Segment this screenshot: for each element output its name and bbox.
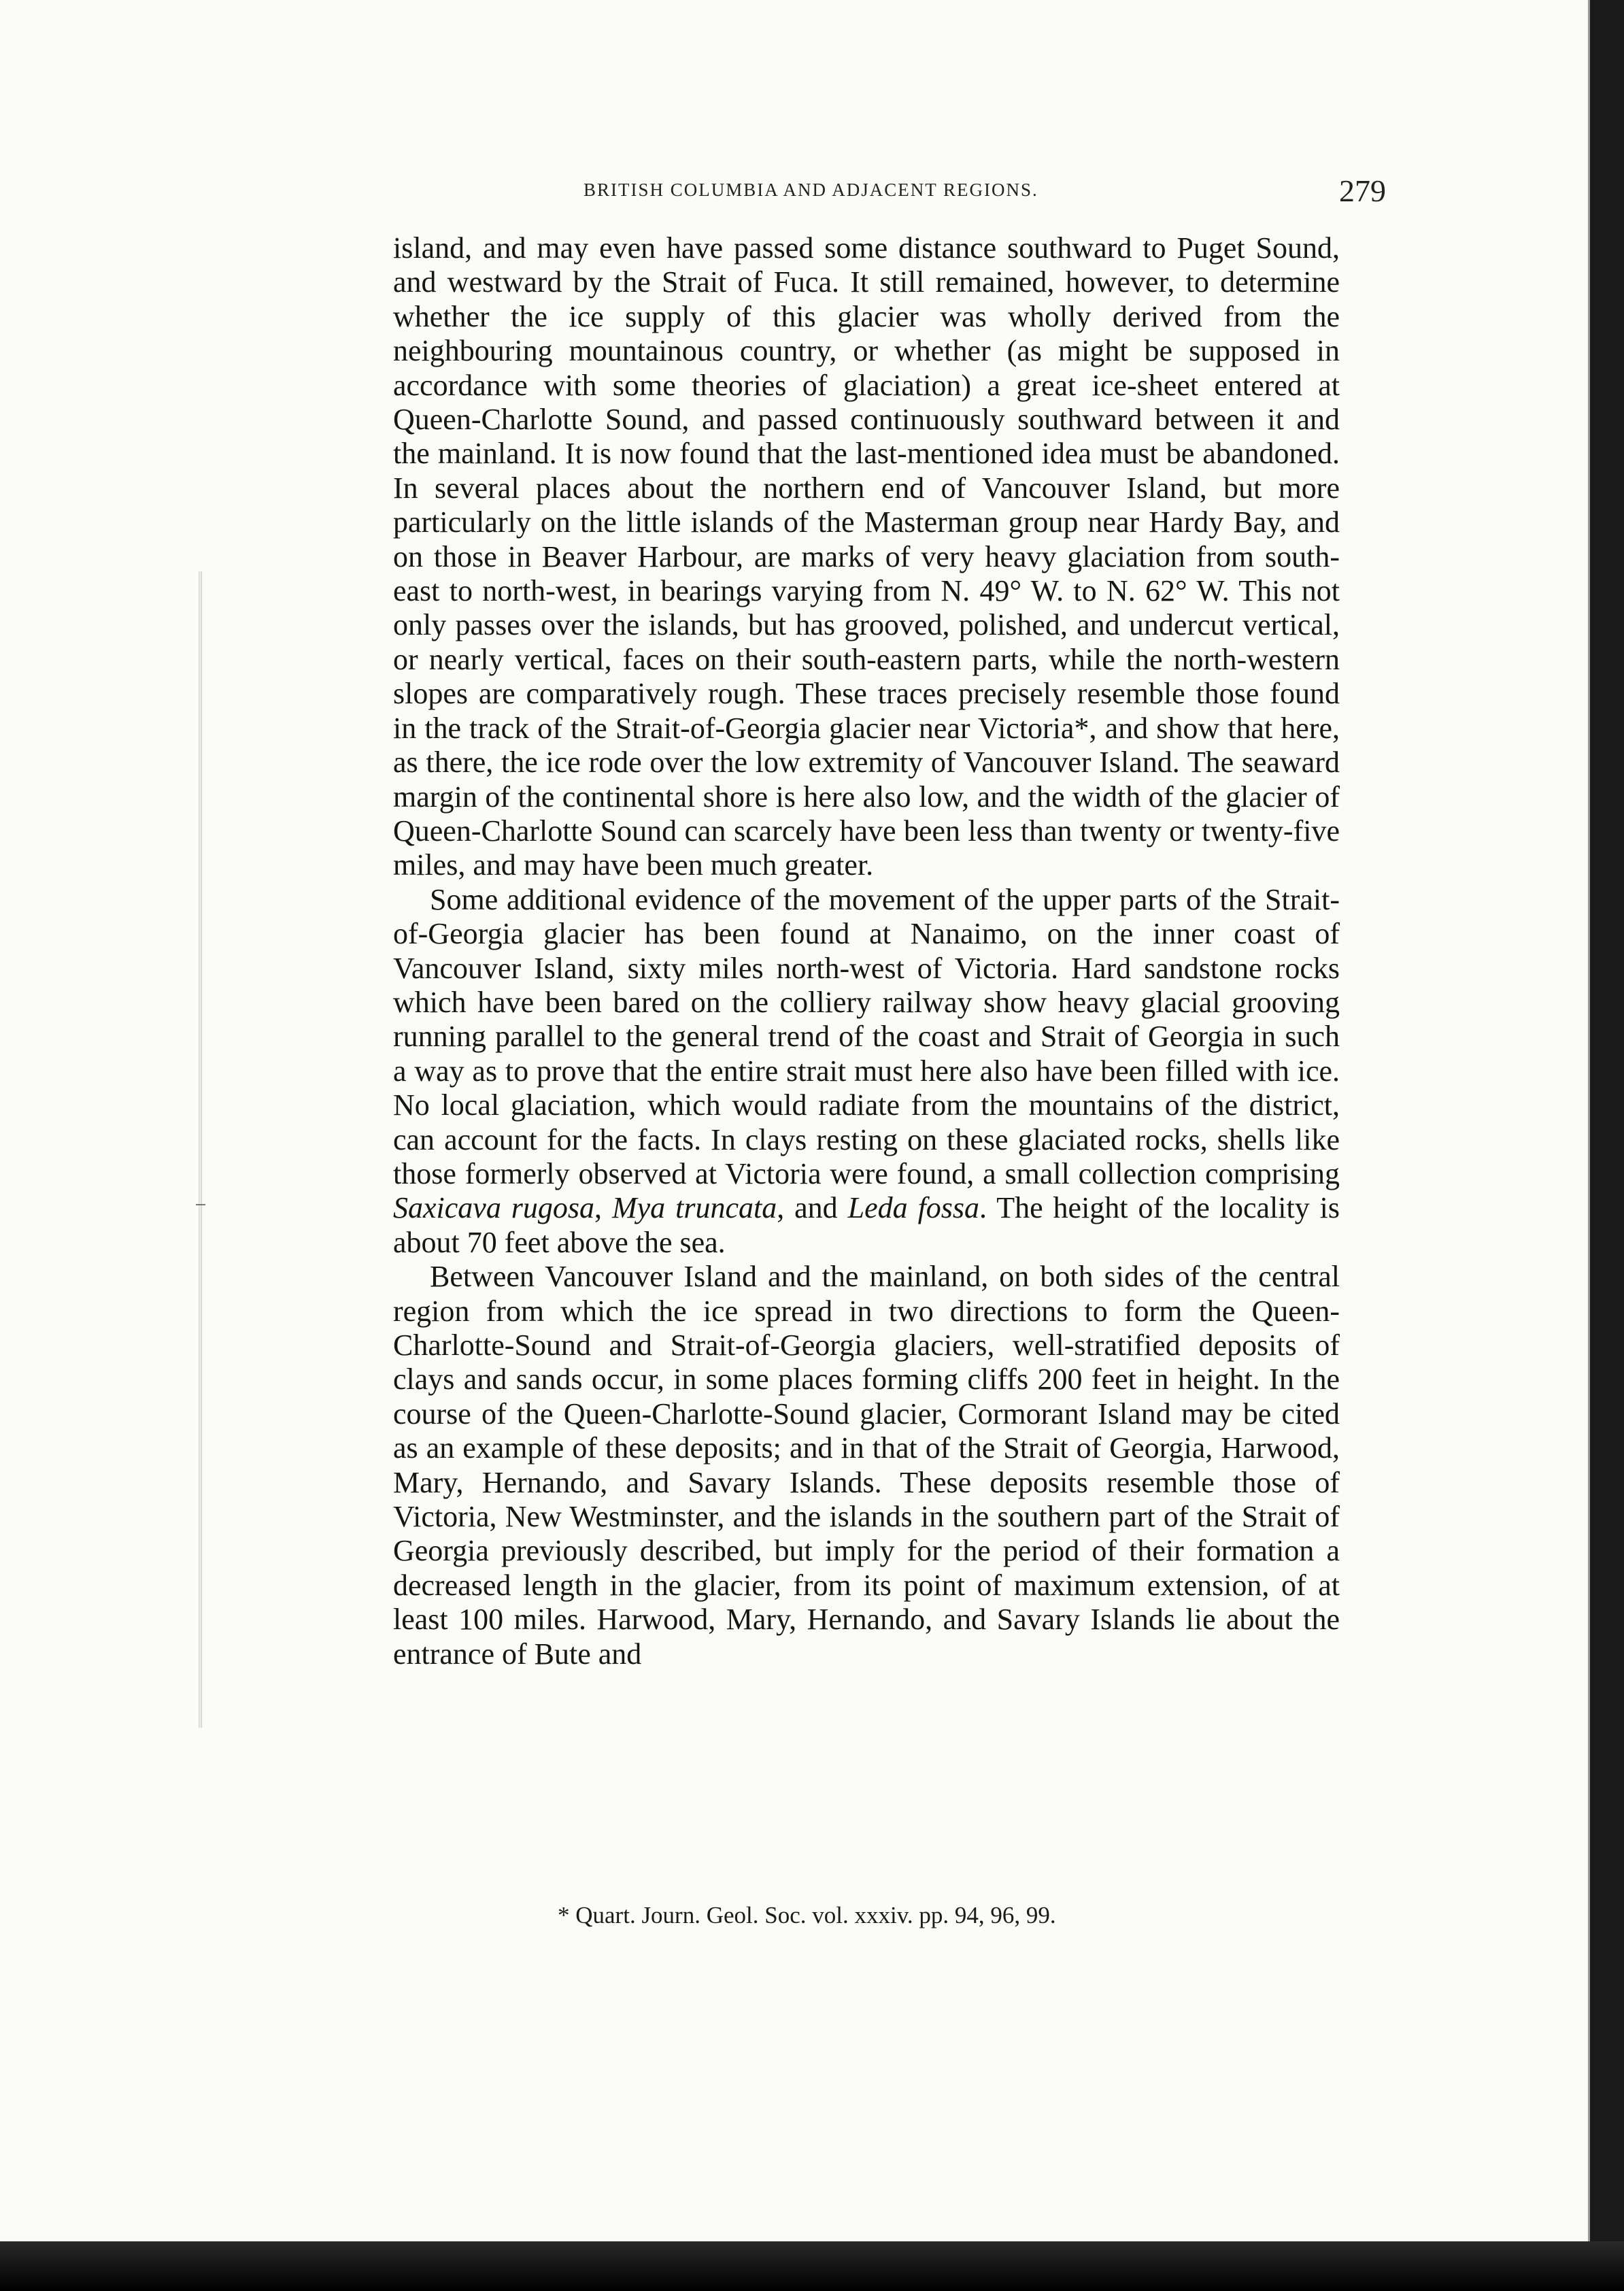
binding-line (199, 571, 202, 1728)
paragraph-2-text-before: Some additional evidence of the movement of the upper parts of the Strait-of-Georgia glacier has been found at Nanaimo, on the inner coast of Vancouver Island, sixty miles north-west of Victoria. Hard sandstone rocks which have been bared on the colliery railway show heavy glacial grooving running parallel to the general trend of the coast and Strait of Georgia in such a way as to prove that the entire strait must here also have been filled with ice. No local glaciation, which would radiate from the mountains of the district, can account for the facts. In clays resting on these glaciated rocks, shells like those formerly observed at Victoria were found, a small collection comprising (393, 882, 1340, 1190)
page-header (583, 173, 1386, 220)
footnote: * Quart. Journ. Geol. Soc. vol. xxxiv. pp. 94, 96, 99. (558, 1902, 1056, 1928)
paragraph-3: Between Vancouver Island and the mainland, on both sides of the central region from which the ice spread in two directions to form the Queen-Charlotte-Sound and Strait-of-Georgia glaciers, well-stratified deposits of clays and sands occur, in some places forming cliffs 200 feet in height. In the course of the Queen-Charlotte-Sound glacier, Cormorant Island may be cited as an example of these deposits; and in that of the Strait of Georgia, Harwood, Mary, Hernando, and Savary Islands. These deposits resemble those of Victoria, New Westminster, and the islands in the southern part of the Strait of Georgia previously described, but imply for the period of their formation a decreased length in the glacier, from its point of maximum extension, of at least 100 miles. Harwood, Mary, Hernando, and Savary Islands lie about the entrance of Bute and (393, 1260, 1340, 1671)
running-title: BRITISH COLUMBIA AND ADJACENT REGIONS. (583, 180, 1038, 200)
species-name: Mya truncata (611, 1191, 777, 1225)
separator: , and (777, 1191, 848, 1225)
paragraph-2-text-after: . The height of the locality is about 70 feet above the sea. (393, 1191, 1340, 1259)
page-number: 279 (1339, 173, 1386, 208)
paragraph-2 (393, 883, 1340, 1260)
species-name: Leda fossa (847, 1191, 980, 1225)
binding-mark (196, 1204, 205, 1205)
separator: , (594, 1191, 612, 1225)
body-text (393, 231, 1340, 1671)
species-name: Saxicava rugosa (393, 1191, 595, 1225)
paragraph-1: island, and may even have passed some distance southward to Puget Sound, and westward by the Strait of Fuca. It still remained, however, to determine whether the ice supply of this glacier was wholly derived from the neighbouring mountainous country, or whether (as might be supposed in accordance with some theories of glaciation) a great ice-sheet entered at Queen-Charlotte Sound, and passed continuously southward between it and the mainland. It is now found that the last-mentioned idea must be abandoned. In several places about the northern end of Vancouver Island, but more particularly on the little islands of the Masterman group near Hardy Bay, and on those in Beaver Harbour, are marks of very heavy glaciation from south-east to north-west, in bearings varying from N. 49° W. to N. 62° W. This not only passes over the islands, but has grooved, polished, and undercut vertical, or nearly vertical, faces on their south-eastern parts, while the north-western slopes are comparatively rough. These traces precisely resemble those found in the track of the Strait-of-Georgia glacier near Victoria*, and show that here, as there, the ice rode over the low extremity of Vancouver Island. The seaward margin of the continental shore is here also low, and the width of the glacier of Queen-Charlotte Sound can scarcely have been less than twenty or twenty-five miles, and may have been much greater. (393, 231, 1340, 882)
scan-edge-shadow (0, 2241, 1624, 2291)
